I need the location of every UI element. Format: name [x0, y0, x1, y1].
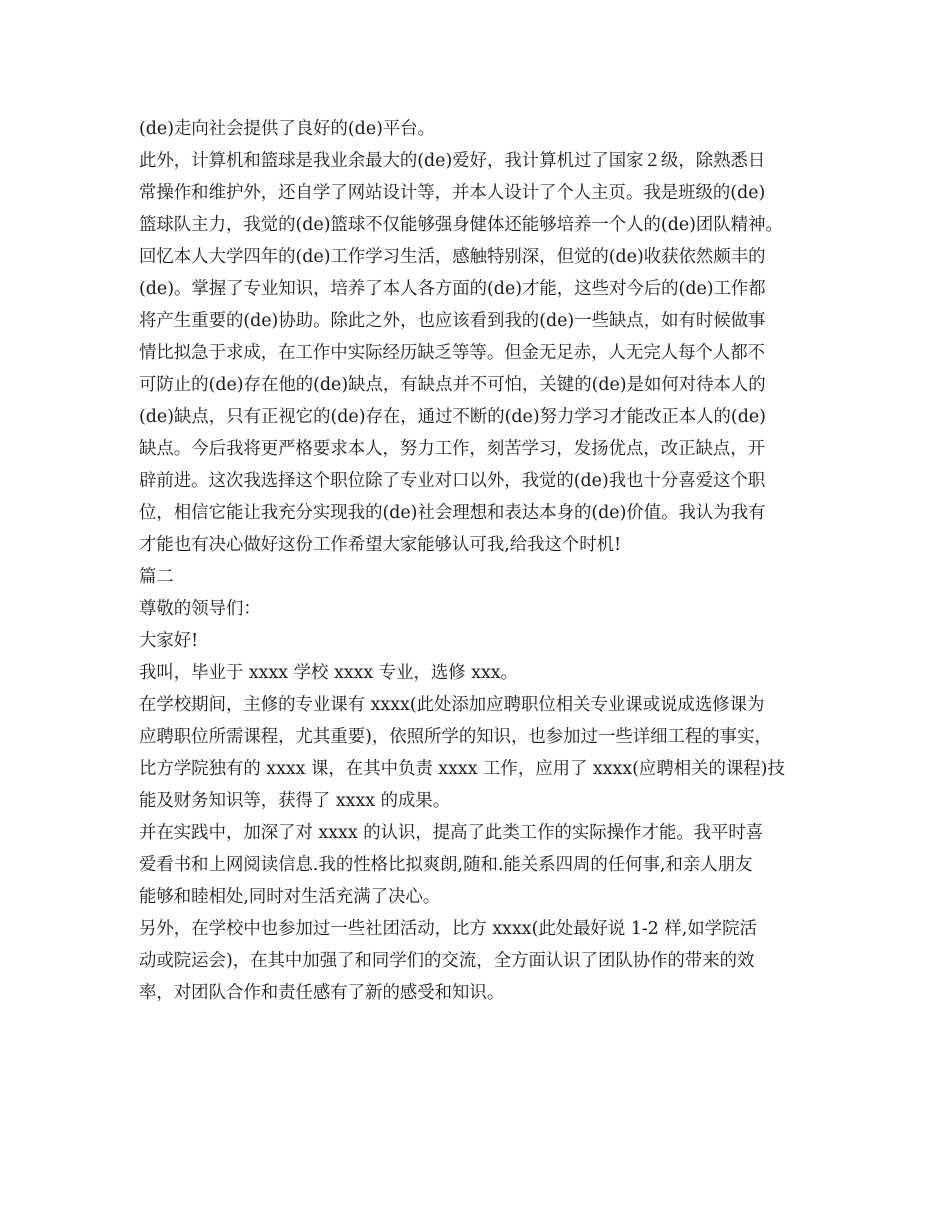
text-line: 辟前进。这次我选择这个职位除了专业对口以外，我觉的(de)我也十分喜爱这个职: [139, 471, 766, 491]
text-line: (de)缺点，只有正视它的(de)存在，通过不断的(de)努力学习才能改正本人的(de): [139, 407, 766, 427]
text-line: 我叫，毕业于 xxxx 学校 xxxx 专业，选修 xxx。: [139, 663, 518, 683]
text-line: 能够和睦相处,同时对生活充满了决心。: [139, 887, 441, 907]
text-line: 在学校期间，主修的专业课有 xxxx(此处添加应聘职位相关专业课或说成选修课为: [139, 695, 765, 715]
text-line: 缺点。今后我将更严格要求本人，努力工作，刻苦学习，发扬优点，改正缺点，开: [139, 439, 766, 459]
salutation: 尊敬的领导们：: [139, 599, 261, 619]
greeting: 大家好!: [139, 631, 199, 651]
section-heading: 篇二: [139, 567, 174, 587]
text-line: 比方学院独有的 xxxx 课，在其中负责 xxxx 工作，应用了 xxxx(应聘相关的课程)技: [139, 759, 785, 779]
text-line: 能及财务知识等，获得了 xxxx 的成果。: [139, 791, 451, 811]
text-line: 才能也有决心做好这份工作希望大家能够认可我,给我这个时机!: [139, 535, 622, 555]
text-line: 爱看书和上网阅读信息.我的性格比拟爽朗,随和.能关系四周的任何事,和亲人朋友: [139, 855, 753, 875]
text-line: 并在实践中，加深了对 xxxx 的认识，提高了此类工作的实际操作才能。我平时喜: [139, 823, 764, 843]
text-line: 可防止的(de)存在他的(de)缺点，有缺点并不可怕，关键的(de)是如何对待本人的: [139, 375, 766, 395]
text-line: 回忆本人大学四年的(de)工作学习生活，感触特别深，但觉的(de)收获依然颇丰的: [139, 247, 766, 267]
text-line: (de)。掌握了专业知识，培养了本人各方面的(de)才能，这些对今后的(de)工作都: [139, 279, 766, 299]
text-line: 动或院运会)，在其中加强了和同学们的交流，全方面认识了团队协作的带来的效: [139, 951, 755, 971]
text-line: 篮球队主力，我觉的(de)篮球不仅能够强身健体还能够培养一个人的(de)团队精神。: [139, 215, 783, 235]
text-line: 将产生重要的(de)协助。除此之外，也应该看到我的(de)一些缺点，如有时候做事: [139, 311, 766, 331]
text-line: 位，相信它能让我充分实现我的(de)社会理想和表达本身的(de)价值。我认为我有: [139, 503, 766, 523]
text-line: 率，对团队合作和责任感有了新的感受和知识。: [139, 983, 505, 1003]
text-line: 应聘职位所需课程，尤其重要)，依照所学的知识，也参加过一些详细工程的事实，: [139, 727, 772, 747]
text-line: 常操作和维护外，还自学了网站设计等，并本人设计了个人主页。我是班级的(de): [139, 183, 766, 203]
text-line: 情比拟急于求成，在工作中实际经历缺乏等等。但金无足赤，人无完人每个人都不: [139, 343, 766, 363]
text-line: (de)走向社会提供了良好的(de)平台。: [139, 119, 436, 139]
document-body: [139, 113, 819, 1009]
text-line: 另外，在学校中也参加过一些社团活动，比方 xxxx(此处最好说 1-2 样,如学院活: [139, 919, 757, 939]
text-line: 此外，计算机和篮球是我业余最大的(de)爱好，我计算机过了国家２级，除熟悉日: [139, 151, 766, 171]
